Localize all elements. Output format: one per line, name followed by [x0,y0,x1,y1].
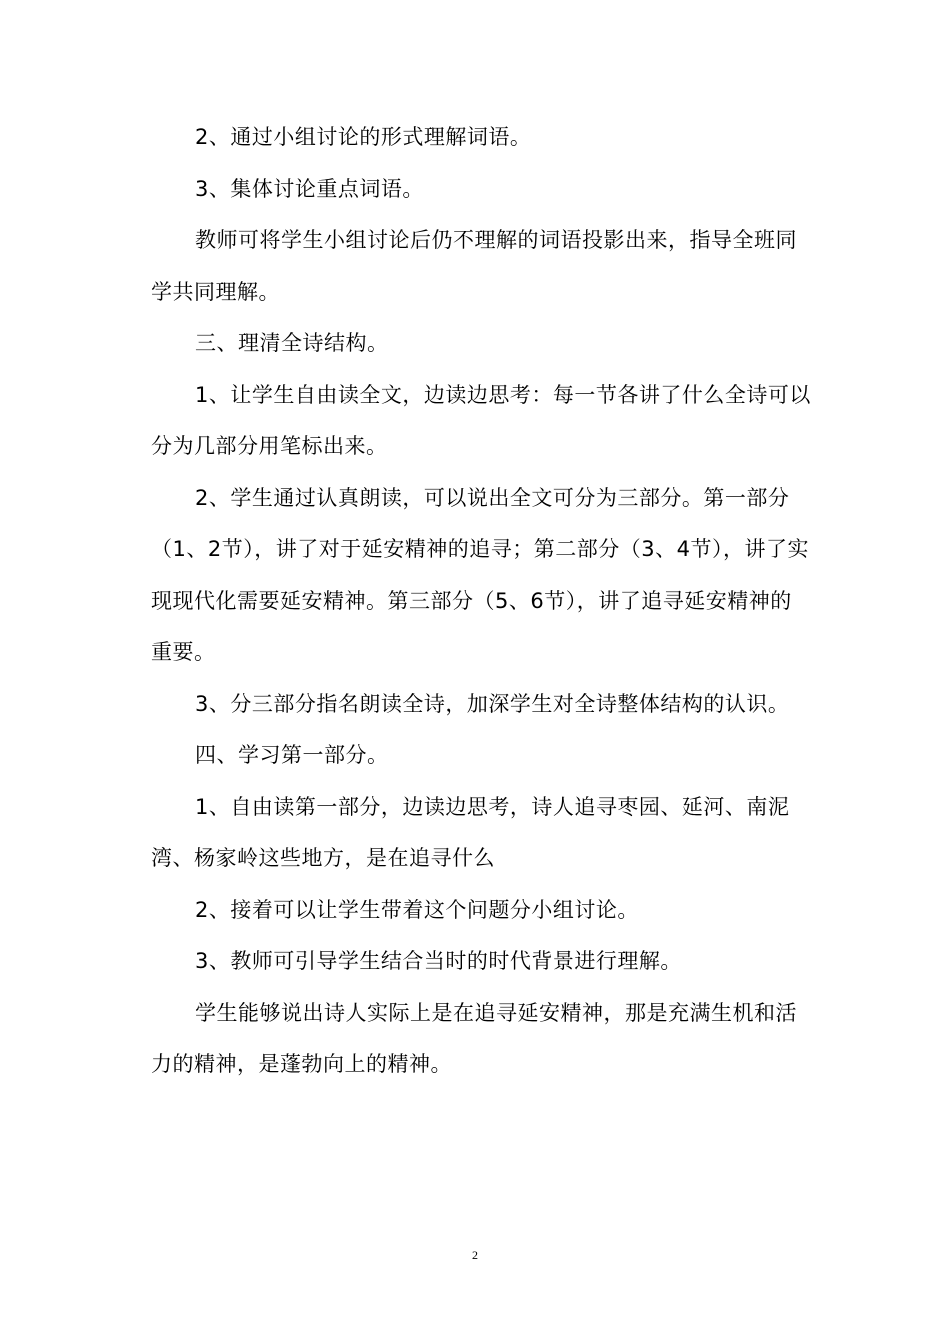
paragraph-10: 2、接着可以让学生带着这个问题分小组讨论。 [195,897,639,922]
section-heading-4: 四、学习第一部分。 [195,743,389,767]
page-number: 2 [472,1248,478,1262]
paragraph-3: 教师可将学生小组讨论后仍不理解的词语投影出来，指导全班同学共同理解。 [151,228,797,304]
paragraph-9: 1、自由读第一部分，边读边思考，诗人追寻枣园、延河、南泥湾、杨家岭这些地方，是在追寻什么 [151,794,790,870]
paragraph-6: 2、学生通过认真朗读，可以说出全文可分为三部分。第一部分（1、2节），讲了对于延安精神的追寻；第二部分（3、4节），讲了实现现代化需要延安精神。第三部分（5、6节），讲了追寻延安精神的重要。 [151,485,809,664]
paragraph-5: 1、让学生自由读全文，边读边思考：每一节各讲了什么全诗可以分为几部分用笔标出来。 [151,382,811,458]
paragraph-2: 3、集体讨论重点词语。 [195,176,424,201]
document-body [151,112,811,1091]
section-heading-3: 三、理清全诗结构。 [195,331,389,355]
paragraph-7: 3、分三部分指名朗读全诗，加深学生对全诗整体结构的认识。 [195,691,790,716]
paragraph-1: 2、通过小组讨论的形式理解词语。 [195,125,532,149]
paragraph-11: 3、教师可引导学生结合当时的时代背景进行理解。 [195,949,682,973]
paragraph-12: 学生能够说出诗人实际上是在追寻延安精神，那是充满生机和活力的精神，是蓬勃向上的精神。 [151,1000,797,1076]
